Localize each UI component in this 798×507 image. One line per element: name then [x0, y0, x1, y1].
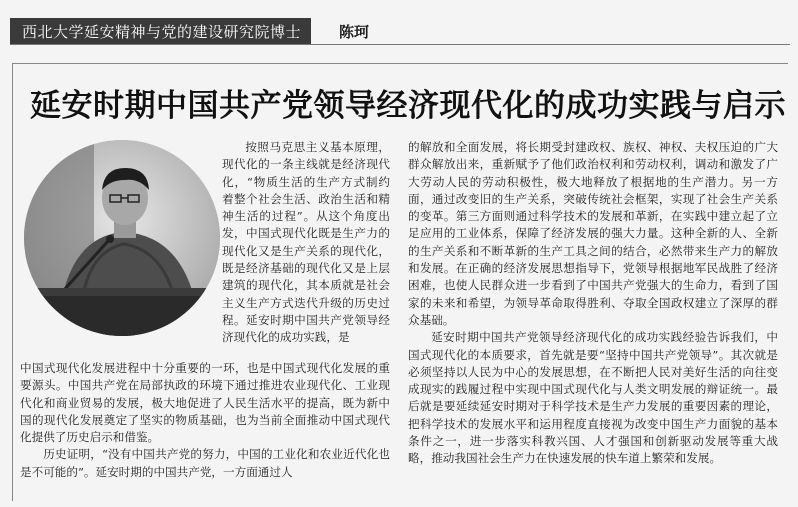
paragraph-1-continued: 中国式现代化发展进程中十分重要的一环，也是中国式现代化发展的重要源头。中国共产党在局部执政的环境下通过推进农业现代化、工业现代化和商业贸易的发展，极大地促进了人民生活水平的提高，既为新中国的现代化发展奠定了坚实的物质基础，也为当前全面推动中国式现代化提供了历史启示和借鉴。 — [20, 361, 390, 445]
column1-top-text — [222, 139, 390, 347]
section-header — [10, 18, 369, 44]
column1-bottom-text — [20, 360, 390, 481]
section-label: 西北大学延安精神与党的建设研究院博士 — [10, 18, 311, 45]
paragraph-2-continued: 的解放和全面发展，将长期受封建政权、族权、神权、夫权压迫的广大群众解放出来，重新赋予了他们政治权利和劳动权利，调动和激发了广大劳动人民的劳动积极性，极大地释放了根据地的生产潜力。另一方面，通过改变旧的生产关系，突破传统社会框架，实现了社会生产关系的变革。第三方面则通过科学技术的发展和革新，在实践中建立起了立足应用的工业体系，保障了经济发展的强大力量。这种全新的人、全新的生产关系和不断革新的生产工具之间的结合，必然带来生产力的解放和发展。在正确的经济发展思想指导下，党领导根据地军民战胜了经济困难，也使人民群众进一步看到了中国共产党强大的生命力，看到了国家的未来和希望，为领导革命取得胜利、夺取全国政权建立了深厚的群众基础。 — [408, 140, 778, 327]
column2-text — [408, 139, 778, 468]
paragraph-3: 延安时期中国共产党领导经济现代化的成功实践经验告诉我们，中国式现代化的本质要求，首先就是要“坚持中国共产党领导”。其次就是必须坚持以人民为中心的发展思想，在不断把人民对美好生活的向往变成现实的践履过程中实现中国式现代化与人类文明发展的辩证统一。最后就是要延续延安时期对于科学技术是生产力发展的重要因素的理论，把科学技术的发展水平和运用程度直接视为改变中国生产力面貌的基本条件之一，进一步落实科教兴国、人才强国和创新驱动发展等重大战略，推动我国社会生产力在快速发展的快车道上繁荣和发展。 — [408, 330, 778, 466]
paragraph-2: 历史证明，“没有中国共产党的努力，中国的工业化和农业近代化也是不可能的”。延安时期的中国共产党，一方面通过人 — [20, 447, 390, 479]
speaker-photo — [24, 140, 220, 336]
article-title: 延安时期中国共产党领导经济现代化的成功实践与启示 — [30, 88, 786, 124]
author-name: 陈珂 — [339, 22, 370, 41]
speaker-at-lectern-icon — [24, 140, 220, 336]
frame-left-line — [12, 63, 13, 501]
paragraph-1: 按照马克思主义基本原理，现代化的一条主线就是经济现代化，“物质生活的生产方式制约着整个社会生活、政治生活和精神生活的过程”。从这个角度出发，中国式现代化既是生产力的现代化又是生产关系的现代化，既是经济基础的现代化又是上层建筑的现代化，其本质就是社会主义生产方式迭代升级的历史过程。延安时期中国共产党领导经济现代化的成功实践，是 — [222, 140, 390, 345]
frame-top-line — [12, 63, 788, 64]
header-rule — [10, 44, 790, 45]
